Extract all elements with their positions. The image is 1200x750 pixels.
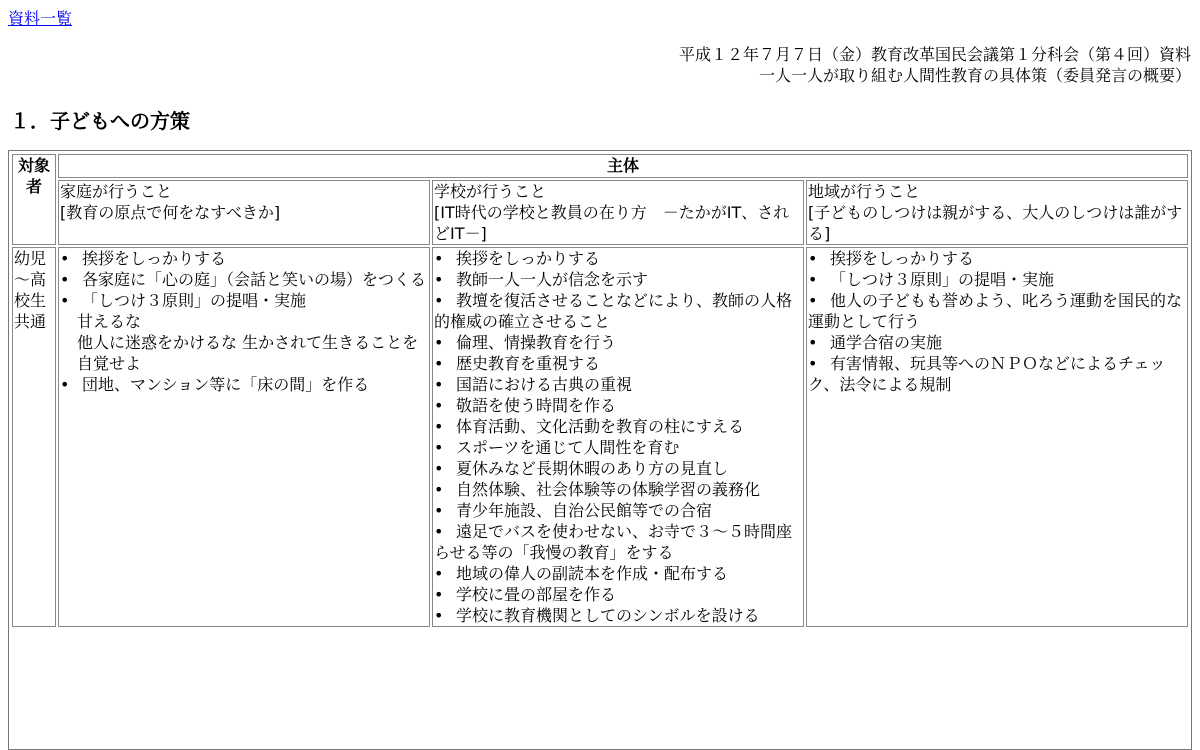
home-measures <box>58 247 430 627</box>
list-item: • 体育活動、文化活動を教育の柱にすえる <box>434 417 745 436</box>
list-item: • 学校に畳の部屋を作る <box>434 585 617 604</box>
section-title: １．子どもへの方策 <box>10 109 190 133</box>
list-item: • 自然体験、社会体験等の体験学習の義務化 <box>434 480 761 499</box>
community-measures <box>806 247 1188 627</box>
list-item: • 団地、マンション等に「床の間」を作る <box>60 375 370 394</box>
header-target: 対象者 <box>12 154 56 245</box>
school-measures <box>432 247 804 627</box>
list-item: • 有害情報、玩具等へのＮＰＯなどによるチェック、法令による規制 <box>808 354 1166 394</box>
list-item: • 夏休みなど長期休暇のあり方の見直し <box>434 459 729 478</box>
header-community <box>806 180 1188 245</box>
list-item: • 倫理、情操教育を行う <box>434 333 617 352</box>
list-item: • 挨拶をしっかりする <box>60 249 227 268</box>
list-item: • 挨拶をしっかりする <box>808 249 975 268</box>
list-item: • 他人の子どもも誉めよう、叱ろう運動を国民的な運動として行う <box>808 291 1183 331</box>
list-item: • 国語における古典の重視 <box>434 375 633 394</box>
header-line-2: 一人一人が取り組む人間性教育の具体策（委員発言の概要） <box>758 66 1191 85</box>
school-subheading: [IT時代の学校と教員の在り方 －たかがIT、されどIT－] <box>434 203 790 243</box>
list-item: • 教師一人一人が信念を示す <box>434 270 649 289</box>
home-heading: 家庭が行うこと <box>60 182 173 201</box>
list-item: • 各家庭に「心の庭」（会話と笑いの場）をつくる <box>60 270 427 289</box>
list-item: • 学校に教育機関としてのシンボルを設ける <box>434 606 760 625</box>
header-line-1: 平成１２年７月７日（金）教育改革国民会議第１分科会（第４回）資料 <box>678 45 1191 64</box>
community-heading: 地域が行うこと <box>808 182 921 201</box>
school-heading: 学校が行うこと <box>434 182 547 201</box>
list-item: • 通学合宿の実施 <box>808 333 943 352</box>
list-item: • 歴史教育を重視する <box>434 354 601 373</box>
list-item: • 青少年施設、自治公民館等での合宿 <box>434 501 713 520</box>
list-subline: 他人に迷惑をかけるな 生かされて生きることを自覚せよ <box>77 333 419 373</box>
measures-table <box>8 150 1192 750</box>
list-item: • 遠足でバスを使わせない、お寺で３～５時間座らせる等の「我慢の教育」をする <box>434 522 793 562</box>
header-home <box>58 180 430 245</box>
list-item: • 敬語を使う時間を作る <box>434 396 617 415</box>
header-subject: 主体 <box>58 154 1188 178</box>
list-item: • スポーツを通じて人間性を育む <box>434 438 680 457</box>
list-item: • 「しつけ３原則」の提唱・実施 <box>808 270 1055 289</box>
header-school <box>432 180 804 245</box>
list-item: • 教壇を復活させることなどにより、教師の人格的権威の確立させること <box>434 291 793 331</box>
row-target: 幼児～高校生共通 <box>12 247 56 627</box>
list-item: • 地域の偉人の副読本を作成・配布する <box>434 564 729 583</box>
document-header <box>679 44 1191 86</box>
home-subheading: [教育の原点で何をなすべきか] <box>60 203 281 222</box>
document-list-link[interactable]: 資料一覧 <box>8 9 73 28</box>
list-item: • 挨拶をしっかりする <box>434 249 601 268</box>
community-subheading: [子どものしつけは親がする、大人のしつけは誰がする] <box>808 203 1183 243</box>
list-item: • 「しつけ３原則」の提唱・実施 <box>60 291 307 310</box>
list-subline: 甘えるな <box>77 312 142 331</box>
